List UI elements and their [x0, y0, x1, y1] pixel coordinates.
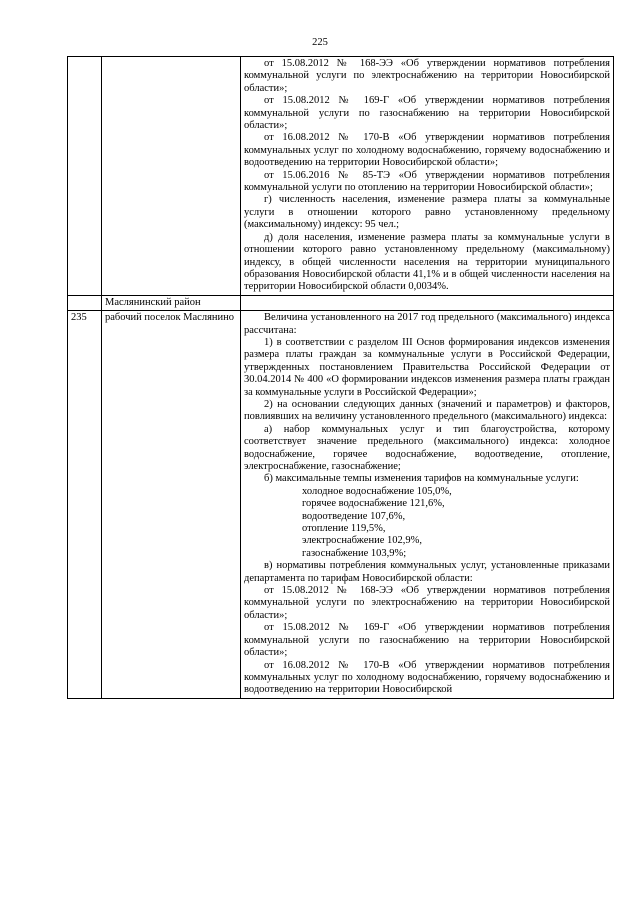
tariff-item: горячее водоснабжение 121,6%, — [302, 498, 445, 510]
paragraph: от 16.08.2012 № 170-В «Об утверждении нормативов потребления коммунальных услуг по холодному водоснабжению, горячему водоснабжению и водоотведению на территории Новосибирской области»; — [244, 132, 610, 169]
paragraph: д) доля населения, изменение размера платы за коммунальные услуги в отношении которого равно установленному предельному (максимальному) индексу, в общей численности населения на территории муниципального образования Новосибирской области 41,1% и в общей численности населения на территории Новосибирской области 0,0034%. — [244, 231, 610, 293]
settlement-name-cell: рабочий поселок Маслянино — [102, 311, 241, 699]
district-name-cell: Маслянинский район — [102, 295, 241, 310]
district-row — [68, 295, 614, 310]
tariff-item: водоотведение 107,6%, — [302, 510, 406, 522]
paragraph: от 16.08.2012 № 170-В «Об утверждении нормативов потребления коммунальных услуг по холодному водоснабжению, горячему водоснабжению и водоотведению на территории Новосибирской — [244, 659, 610, 696]
description-cell — [241, 295, 614, 310]
tariff-list — [244, 486, 610, 560]
row-number-cell — [68, 295, 102, 310]
description-cell — [241, 311, 614, 699]
row-number-cell — [68, 57, 102, 296]
paragraph: от 15.08.2012 № 168-ЭЭ «Об утверждении нормативов потребления коммунальной услуги по электроснабжению на территории Новосибирской области»; — [244, 585, 610, 621]
tariff-item: холодное водоснабжение 105,0%, — [302, 485, 452, 497]
paragraph: в) нормативы потребления коммунальных услуг, установленные приказами департамента по тарифам Новосибирской области: — [244, 560, 610, 584]
tariff-item: электроснабжение 102,9%, — [302, 535, 422, 547]
paragraph: от 15.08.2012 № 169-Г «Об утверждении нормативов потребления коммунальной услуги по газоснабжению на территории Новосибирской области»; — [244, 95, 610, 132]
table-row — [68, 311, 614, 699]
row-number-cell: 235 — [68, 311, 102, 699]
table-row — [68, 57, 614, 296]
paragraph: от 15.08.2012 № 169-Г «Об утверждении нормативов потребления коммунальной услуги по газоснабжению на территории Новосибирской области»; — [244, 622, 610, 659]
page-number: 225 — [312, 37, 328, 48]
paragraph: б) максимальные темпы изменения тарифов на коммунальные услуги: — [264, 473, 579, 485]
settlement-name-cell — [102, 57, 241, 296]
paragraph: а) набор коммунальных услуг и тип благоустройства, которому соответствует значение предельного (максимального) индекса: холодное водоснабжение, горячее водоснабжение, водоотведение, отопление, электроснабжение, газоснабжение; — [244, 423, 610, 472]
paragraph: 2) на основании следующих данных (значений и параметров) и факторов, повлиявших на величину установленного предельного (максимального) индекса: — [244, 398, 610, 423]
paragraph: от 15.08.2012 № 168-ЭЭ «Об утверждении нормативов потребления коммунальной услуги по электроснабжению на территории Новосибирской области»; — [244, 58, 610, 94]
paragraph: от 15.06.2016 № 85-ТЭ «Об утверждении нормативов потребления коммунальной услуги по отоплению на территории Новосибирской области»; — [244, 169, 610, 194]
paragraph: Величина установленного на 2017 год предельного (максимального) индекса рассчитана: — [244, 312, 610, 336]
document-table — [67, 56, 614, 699]
tariff-item: отопление 119,5%, — [302, 523, 386, 535]
paragraph: 1) в соответствии с разделом III Основ формирования индексов изменения размера платы граждан за коммунальные услуги в Российской Федерации, утвержденных постановлением Правительства Российской Федерации от 30.04.2014 № 400 «О формировании индексов изменения размера платы граждан за коммунальные услуги в Российской Федерации»; — [244, 336, 610, 398]
description-cell — [241, 57, 614, 296]
tariff-item: газоснабжение 103,9%; — [302, 547, 407, 559]
paragraph: г) численность населения, изменение размера платы за коммунальные услуги в отношении которого равно установленному предельному (максимальному) индексу: 95 чел.; — [244, 194, 610, 231]
